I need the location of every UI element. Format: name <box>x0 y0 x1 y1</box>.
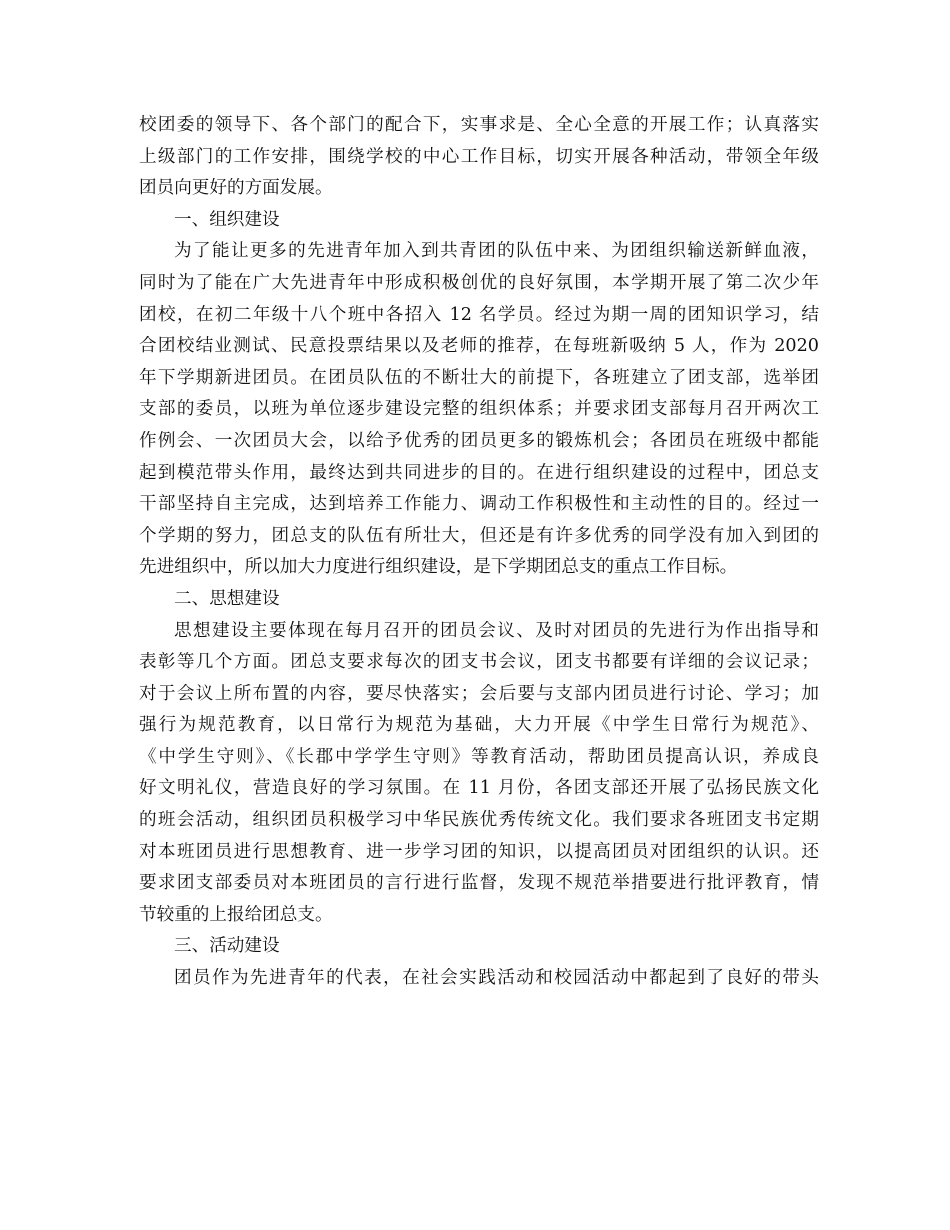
section1-line-9: 干部坚持自主完成，达到培养工作能力、调动工作积极性和主动性的目的。经过一 <box>139 494 819 515</box>
section-heading-organization: 一、组织建设 <box>174 209 280 230</box>
section-heading-ideology: 二、思想建设 <box>174 588 280 609</box>
section2-line-8: 对本班团员进行思想教育、进一步学习团的知识，以提高团员对团组织的认识。还 <box>139 841 819 862</box>
section1-line-1: 为了能让更多的先进青年加入到共青团的队伍中来、为团组织输送新鲜血液， <box>174 241 819 262</box>
section1-line-5: 年下学期新进团员。在团员队伍的不断壮大的前提下，各班建立了团支部，选举团 <box>139 367 819 388</box>
document-body <box>139 110 819 995</box>
section1-line-7: 作例会、一次团员大会，以给予优秀的团员更多的锻炼机会；各团员在班级中都能 <box>139 430 819 451</box>
section2-line-6: 好文明礼仪，营造良好的学习氛围。在 11 月份，各团支部还开展了弘扬民族文化 <box>139 778 819 799</box>
section3-line-1: 团员作为先进青年的代表，在社会实践活动和校园活动中都起到了良好的带头 <box>174 968 819 989</box>
section2-line-5: 《中学生守则》、《长郡中学学生守则》等教育活动，帮助团员提高认识，养成良 <box>139 746 819 767</box>
intro-line-1: 校团委的领导下、各个部门的配合下，实事求是、全心全意的开展工作；认真落实 <box>139 115 819 135</box>
section-heading-activities: 三、活动建设 <box>174 936 280 957</box>
section2-line-2: 表彰等几个方面。团总支要求每次的团支书会议，团支书都要有详细的会议记录； <box>139 652 819 673</box>
section1-line-10: 个学期的努力，团总支的队伍有所壮大，但还是有许多优秀的同学没有加入到团的 <box>139 525 819 546</box>
section1-line-8: 起到模范带头作用，最终达到共同进步的目的。在进行组织建设的过程中，团总支 <box>139 462 819 483</box>
section1-line-3: 团校，在初二年级十八个班中各招入 12 名学员。经过为期一周的团知识学习，结 <box>139 304 819 325</box>
section1-line-2: 同时为了能在广大先进青年中形成积极创优的良好氛围，本学期开展了第二次少年 <box>139 272 819 293</box>
section2-line-9: 要求团支部委员对本班团员的言行进行监督，发现不规范举措要进行批评教育，情 <box>139 873 819 894</box>
section2-line-1: 思想建设主要体现在每月召开的团员会议、及时对团员的先进行为作出指导和 <box>174 620 819 641</box>
section1-line-4: 合团校结业测试、民意投票结果以及老师的推荐，在每班新吸纳 5 人，作为 2020 <box>139 336 819 357</box>
section2-line-3: 对于会议上所布置的内容，要尽快落实；会后要与支部内团员进行讨论、学习；加 <box>139 683 819 704</box>
section2-line-7: 的班会活动，组织团员积极学习中华民族优秀传统文化。我们要求各班团支书定期 <box>139 810 819 831</box>
section2-line-4: 强行为规范教育，以日常行为规范为基础，大力开展《中学生日常行为规范》、 <box>139 715 819 736</box>
intro-line-2: 上级部门的工作安排，围绕学校的中心工作目标，切实开展各种活动，带领全年级 <box>139 146 819 167</box>
section1-line-6: 支部的委员，以班为单位逐步建设完整的组织体系；并要求团支部每月召开两次工 <box>139 399 819 420</box>
intro-line-3: 团员向更好的方面发展。 <box>139 178 333 199</box>
section1-line-11: 先进组织中，所以加大力度进行组织建设，是下学期团总支的重点工作目标。 <box>139 557 738 578</box>
section2-line-10: 节较重的上报给团总支。 <box>139 904 333 925</box>
